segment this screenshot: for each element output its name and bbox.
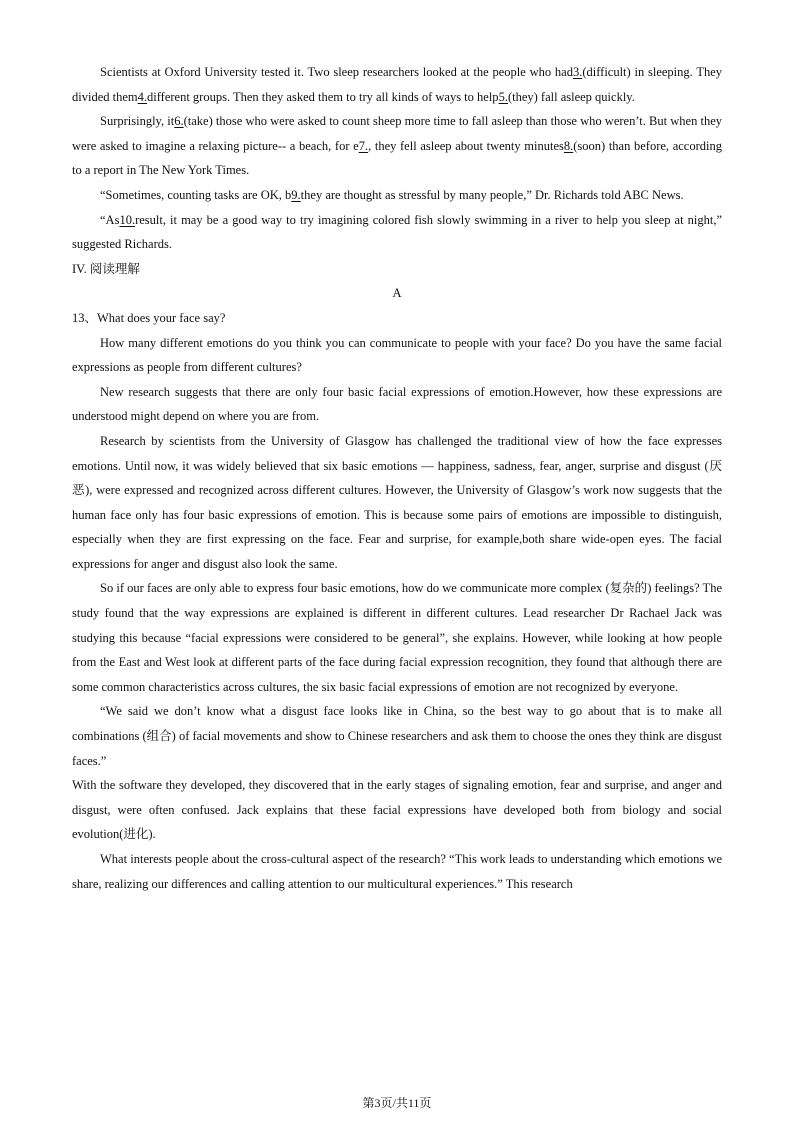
blank-number: 3. — [572, 65, 583, 79]
text-run: , they fell asleep about twenty minutes — [368, 138, 564, 153]
blank-number: 8. — [563, 138, 574, 153]
part-letter: A — [392, 286, 402, 301]
blank-number: 10. — [119, 212, 136, 227]
reading-paragraph-1: How many different emotions do you think you can communicate to people with your face? Do you have the same facial expressions as people from different cultures? — [72, 335, 722, 375]
text-run: “As — [100, 212, 120, 227]
reading-paragraph-4: So if our faces are only able to express four basic emotions, how do we communicate more complex (复杂的) feelings? The study found that the way expressions are explained is different in different cultures. Lead researcher Dr Rachael Jack was studying this because “facial expressions were considered to be general”, she explains. However, while looking at how people from the East and West look at different parts of the face during facial expression recognition, they found that although there are some common characteristics across cultures, the six basic facial expressions of emotion are not recognized by everyone. — [72, 581, 722, 694]
reading-paragraph-3: Research by scientists from the University of Glasgow has challenged the traditional view of how the face expresses emotions. Until now, it was widely believed that six basic emotions — happiness, sadness, fear, anger, surprise and disgust (厌恶), were expressed and recognized across different cultures. However, the University of Glasgow’s work now suggests that the human face only has four basic expressions of emotion. This is because some pairs of emotions are impossible to distinguish, especially when they are first expressing on the face. Fear and surprise, for example,both share wide-open eyes. The facial expressions for anger and disgust also look the same. — [72, 433, 722, 571]
cloze-paragraph-4 — [72, 208, 722, 257]
page-content — [72, 60, 722, 896]
reading-paragraph-5: “We said we don’t know what a disgust face looks like in China, so the best way to go about that is to make all combinations (组合) of facial movements and show to Chinese researchers and ask them to choose the ones they think are disgust faces.” — [72, 704, 722, 768]
reading-paragraph-2: New research suggests that there are only four basic facial expressions of emotion.However, how these expressions are understood might depend on where you are from. — [72, 384, 722, 424]
text-run: Scientists at Oxford University tested it. Two sleep researchers looked at the people who had — [100, 65, 573, 79]
question-title: 13、What does your face say? — [72, 310, 226, 325]
blank-number: 6. — [174, 114, 184, 129]
blank-number: 7. — [358, 138, 369, 153]
text-run: result, it may be a good way to try imagining colored fish slowly swimming in a river to help you sleep at night,” suggested Richards. — [72, 212, 722, 252]
text-run: (they) fall asleep quickly. — [507, 89, 635, 104]
reading-paragraph-7: What interests people about the cross-cultural aspect of the research? “This work leads to understanding which emotions we share, realizing our differences and calling attention to our multicultural experiences.” This research — [72, 852, 722, 891]
reading-paragraph-6: With the software they developed, they discovered that in the early stages of signaling emotion, fear and surprise, and anger and disgust, were often confused. Jack explains that these facial expressions have developed both from biology and social evolution(进化). — [72, 778, 722, 842]
page-footer: 第3页/共11页 — [362, 1096, 432, 1110]
blank-number: 9. — [291, 187, 301, 202]
section-heading: IV. 阅读理解 — [72, 261, 140, 276]
text-run: they are thought as stressful by many people,” Dr. Richards told ABC News. — [300, 187, 684, 202]
blank-number: 4. — [137, 89, 147, 104]
cloze-paragraph-3 — [72, 183, 722, 208]
blank-number: 5. — [498, 89, 508, 104]
text-run: (take) those who were asked to count sheep more time to fall asleep than those who weren’t. But when they were asked to imagine a relaxing picture-- a beach, for e — [72, 114, 722, 153]
text-run: Surprisingly, it — [100, 114, 175, 129]
text-run: “Sometimes, counting tasks are OK, b — [100, 187, 292, 202]
text-run: (soon) than before, according to a report in The New York Times. — [72, 138, 722, 178]
text-run: different groups. Then they asked them to try all kinds of ways to help — [147, 89, 499, 104]
cloze-paragraph-1 — [72, 60, 722, 109]
text-run: (difficult) in sleeping. They divided them — [72, 65, 723, 104]
cloze-paragraph-2 — [72, 109, 722, 183]
